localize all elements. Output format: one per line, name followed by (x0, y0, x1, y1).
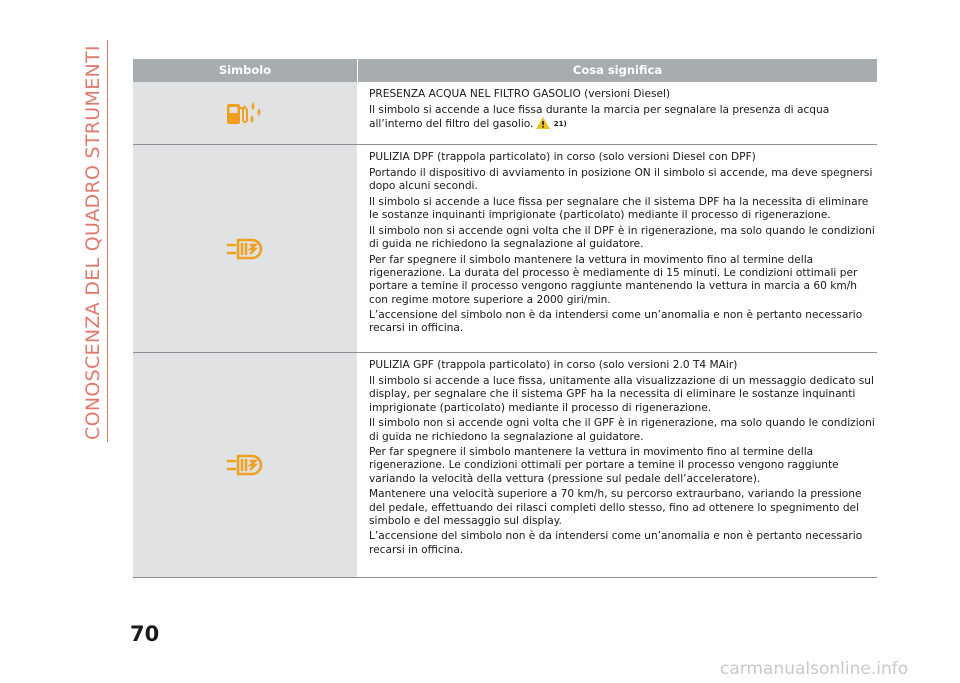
row-paragraph: Per far spegnere il simbolo mantenere la vettura in movimento fino al termine della rigenerazione. La durata del processo è mediamente di 15 minuti. Le condizioni ottimali per portare a temine il processo vengono raggiunte mantenendo la vettura in marcia a 60 km/h con regime motore superiore a 2000 giri/min. (369, 253, 858, 306)
row-paragraph: L’accensione del simbolo non è da intendersi come un’anomalia e non è pertanto necessario recarsi in officina. (369, 530, 863, 556)
row-heading: PULIZIA GPF (trappola particolato) in corso (solo versioni 2.0 T4 MAir) (369, 359, 738, 371)
row-paragraph: Il simbolo si accende a luce fissa per segnalare che il sistema DPF ha la necessita di eliminare le sostanze inquinanti imprigionate (particolato) mediante il processo di rigenerazione. (369, 196, 869, 222)
row-paragraph: Per far spegnere il simbolo mantenere la vettura in movimento fino al termine della rigenerazione. Le condizioni ottimali per portare a temine il processo vengono raggiunte variando la velocità della vettura (pressione sul pedale dell’acceleratore). (369, 446, 839, 485)
header-meaning: Cosa significa (572, 63, 663, 77)
note-reference: 21) (553, 120, 567, 129)
row-paragraph: Portando il dispositivo di avviamento in posizione ON il simbolo si accende, ma deve spegnersi dopo alcuni secondi. (369, 167, 873, 193)
warning-triangle-icon (536, 117, 550, 133)
row-paragraph: Mantenere una velocità superiore a 70 km/h, su percorso extraurbano, variando la pressione del pedale, effettuando dei rilasci completi dello stesso, fino ad ottenere lo spegnimento del simbolo e del messaggio sul display. (369, 488, 862, 527)
row-paragraph: Il simbolo non si accende ogni volta che il DPF è in rigenerazione, ma solo quando le condizioni di guida ne richiedono la segnalazione al guidatore. (369, 225, 875, 251)
chapter-side-title: CONOSCENZA DEL QUADRO STRUMENTI (82, 45, 104, 440)
meaning-cell (357, 82, 877, 144)
watermark: carmanualsonline.info (720, 659, 909, 679)
meaning-cell (357, 353, 877, 577)
water-in-fuel-filter-icon (225, 100, 265, 126)
row-heading: PULIZIA DPF (trappola particolato) in corso (solo versioni Diesel con DPF) (369, 151, 756, 163)
chapter-side-rule (107, 40, 108, 442)
symbol-cell (133, 145, 357, 352)
meaning-cell (357, 145, 877, 352)
table-row (133, 145, 877, 353)
row-paragraph: Il simbolo non si accende ogni volta che il GPF è in rigenerazione, ma solo quando le condizioni di guida ne richiedono la segnalazione al guidatore. (369, 417, 875, 443)
table-row (133, 353, 877, 578)
row-paragraph: L’accensione del simbolo non è da intendersi come un’anomalia e non è pertanto necessario recarsi in officina. (369, 309, 863, 335)
page-number: 70 (130, 622, 160, 646)
dpf-regeneration-icon (225, 236, 265, 262)
symbol-cell (133, 82, 357, 144)
gpf-regeneration-icon (225, 452, 265, 478)
row-paragraph: Il simbolo si accende a luce fissa durante la marcia per segnalare la presenza di acqua all’interno del filtro del gasolio. 21) (369, 104, 877, 133)
symbols-table (133, 59, 877, 578)
row-heading: PRESENZA ACQUA NEL FILTRO GASOLIO (versioni Diesel) (369, 88, 671, 100)
table-row (133, 82, 877, 145)
symbol-cell (133, 353, 357, 577)
table-header (133, 59, 877, 82)
header-symbol: Simbolo (133, 59, 358, 82)
row-paragraph: Il simbolo si accende a luce fissa, unitamente alla visualizzazione di un messaggio dedicato sul display, per segnalare che il sistema GPF ha la necessita di eliminare le sostanze inquinanti imprigionate (particolato) mediante il processo di rigenerazione. (369, 375, 874, 414)
